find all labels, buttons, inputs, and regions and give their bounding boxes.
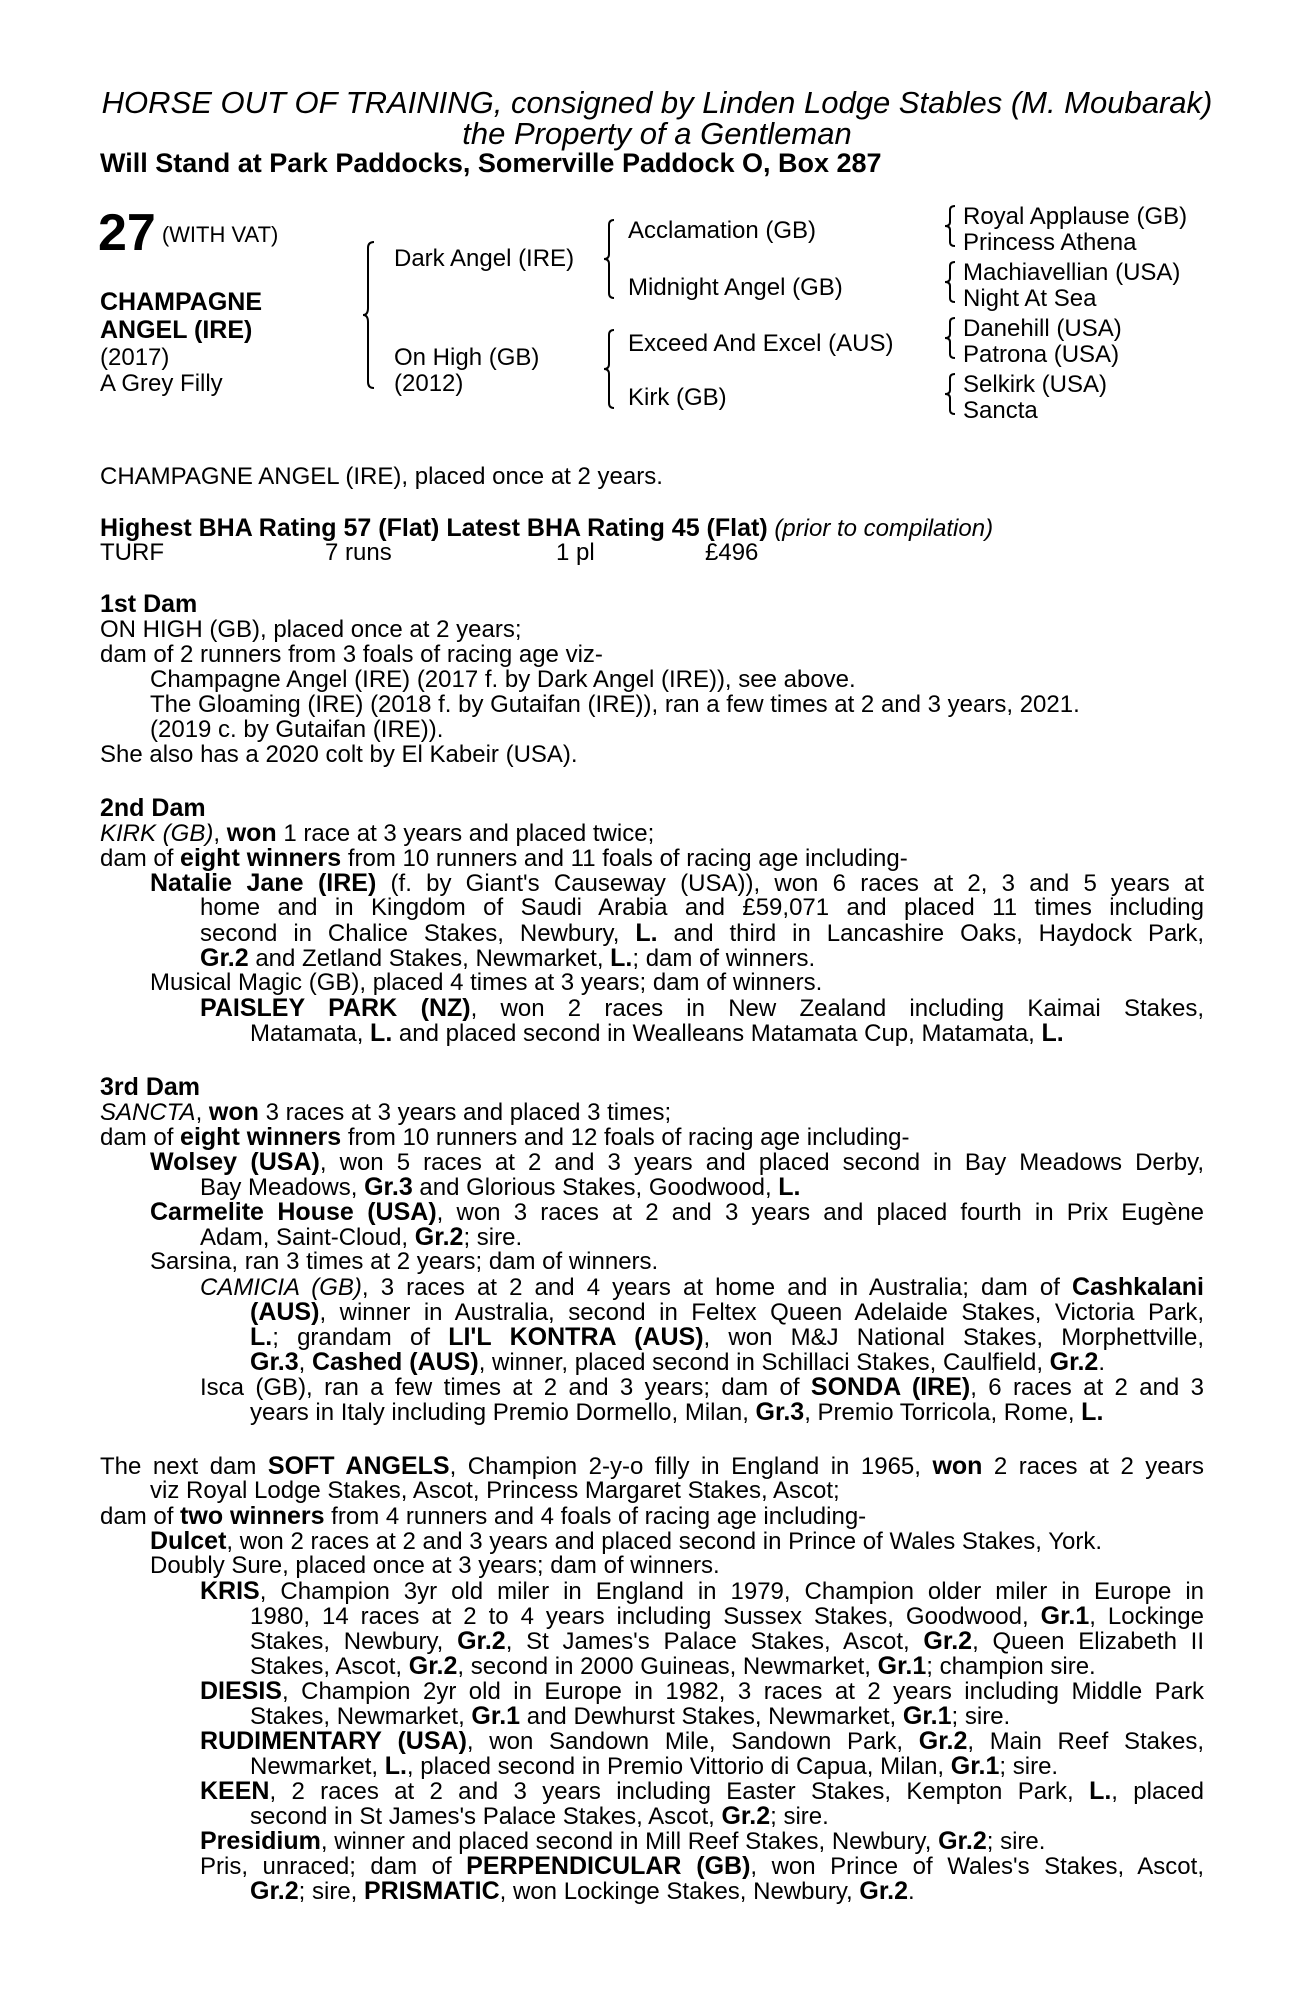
bha-rating: Highest BHA Rating 57 (Flat) Latest BHA Rating 45 (Flat) <box>100 514 768 542</box>
consignment-heading: HORSE OUT OF TRAINING, consigned by Linden Lodge Stables (M. Moubarak) <box>101 85 1213 120</box>
pedigree-brace-g4 <box>943 372 959 416</box>
next-dam-line: Pris, unraced; dam of PERPENDICULAR (GB), won Prince of Wales's Stakes, Ascot, <box>200 1852 1204 1880</box>
next-dam-line: Dulcet, won 2 races at 2 and 3 years and placed second in Prince of Wales Stakes, York. <box>150 1527 1103 1555</box>
pedigree-brace-g3 <box>943 316 959 360</box>
first-dam-line: The Gloaming (IRE) (2018 f. by Gutaifan (IRE)), ran a few times at 2 and 3 years, 2021. <box>150 691 1080 718</box>
second-dam-line: KIRK (GB), won 1 race at 3 years and placed twice; <box>100 819 655 847</box>
horse-name-line1: CHAMPAGNE <box>100 288 263 316</box>
location-heading: Will Stand at Park Paddocks, Somerville Paddock O, Box 287 <box>100 148 882 178</box>
second-dam-line: dam of eight winners from 10 runners and 11 foals of racing age including- <box>100 844 908 872</box>
next-dam-line: dam of two winners from 4 runners and 4 foals of racing age including- <box>100 1502 867 1530</box>
pedigree-g6: Patrona (USA) <box>963 341 1120 368</box>
second-dam-line: Matamata, L. and placed second in Wealleans Matamata Cup, Matamata, L. <box>250 1019 1064 1047</box>
third-dam-line: CAMICIA (GB), 3 races at 2 and 4 years at home and in Australia; dam of Cashkalani <box>200 1273 1205 1301</box>
second-dam-line: second in Chalice Stakes, Newbury, L. and third in Lancashire Oaks, Haydock Park, <box>200 919 1205 947</box>
pedigree-sire-dam: Midnight Angel (GB) <box>628 274 843 301</box>
next-dam-line: Newmarket, L., placed second in Premio Vittorio di Capua, Milan, Gr.1; sire. <box>250 1752 1059 1780</box>
second-dam-title: 2nd Dam <box>100 794 206 822</box>
third-dam-line: Wolsey (USA), won 5 races at 2 and 3 years and placed second in Bay Meadows Derby, <box>150 1148 1205 1176</box>
pedigree-dam: On High (GB) <box>394 344 540 371</box>
next-dam-line: The next dam SOFT ANGELS, Champion 2-y-o filly in England in 1965, won 2 races at 2 years <box>100 1452 1204 1480</box>
third-dam-line: SANCTA, won 3 races at 3 years and placed 3 times; <box>100 1098 672 1126</box>
next-dam-line: 1980, 14 races at 2 to 4 years including Sussex Stakes, Goodwood, Gr.1, Lockinge <box>250 1602 1204 1630</box>
first-dam-title: 1st Dam <box>100 590 198 618</box>
first-dam-line: (2019 c. by Gutaifan (IRE)). <box>150 716 444 743</box>
runs: 7 runs <box>325 539 392 566</box>
next-dam-line: second in St James's Palace Stakes, Ascot, Gr.2; sire. <box>250 1802 829 1830</box>
third-dam-line: Bay Meadows, Gr.3 and Glorious Stakes, Goodwood, L. <box>200 1173 801 1201</box>
second-dam-line: Natalie Jane (IRE) (f. by Giant's Causeway (USA)), won 6 races at 2, 3 and 5 years at <box>150 869 1204 897</box>
next-dam-line: Gr.2; sire, PRISMATIC, won Lockinge Stakes, Newbury, Gr.2. <box>250 1877 915 1905</box>
pedigree-g3: Machiavellian (USA) <box>963 259 1181 286</box>
pedigree-dam-sire: Exceed And Excel (AUS) <box>628 330 894 357</box>
pedigree-brace-g2 <box>943 260 959 304</box>
first-dam-line: Champagne Angel (IRE) (2017 f. by Dark Angel (IRE)), see above. <box>150 666 856 693</box>
second-dam-line: Musical Magic (GB), placed 4 times at 3 years; dam of winners. <box>150 969 823 996</box>
first-dam-line: She also has a 2020 colt by El Kabeir (USA). <box>100 741 578 768</box>
next-dam-line: RUDIMENTARY (USA), won Sandown Mile, Sandown Park, Gr.2, Main Reef Stakes, <box>200 1727 1204 1755</box>
lot-number-block <box>98 205 278 261</box>
pedigree-brace-dam <box>602 328 618 410</box>
placings: 1 pl <box>556 539 595 566</box>
third-dam-line: years in Italy including Premio Dormello, Milan, Gr.3, Premio Torricola, Rome, L. <box>250 1398 1104 1426</box>
race-summary: CHAMPAGNE ANGEL (IRE), placed once at 2 years. <box>100 463 663 490</box>
next-dam-line: KRIS, Champion 3yr old miler in England in 1979, Champion older miler in Europe in <box>200 1577 1204 1605</box>
next-dam-line: viz Royal Lodge Stakes, Ascot, Princess Margaret Stakes, Ascot; <box>150 1477 840 1504</box>
bha-rating-line <box>100 514 993 543</box>
third-dam-line: Isca (GB), ran a few times at 2 and 3 years; dam of SONDA (IRE), 6 races at 2 and 3 <box>200 1373 1204 1401</box>
earnings: £496 <box>705 539 759 566</box>
pedigree-sire-sire: Acclamation (GB) <box>628 217 817 244</box>
next-dam-line: DIESIS, Champion 2yr old in Europe in 1982, 3 races at 2 years including Middle Park <box>200 1677 1204 1705</box>
first-dam-line: dam of 2 runners from 3 foals of racing age viz- <box>100 641 603 668</box>
pedigree-sire: Dark Angel (IRE) <box>394 245 575 272</box>
third-dam-line: (AUS), winner in Australia, second in Feltex Queen Adelaide Stakes, Victoria Park, <box>250 1298 1204 1326</box>
next-dam-line: Presidium, winner and placed second in Mill Reef Stakes, Newbury, Gr.2; sire. <box>200 1827 1046 1855</box>
third-dam-title: 3rd Dam <box>100 1073 201 1101</box>
pedigree-g1: Royal Applause (GB) <box>963 203 1188 230</box>
third-dam-line: Sarsina, ran 3 times at 2 years; dam of winners. <box>150 1248 659 1275</box>
third-dam-line: Gr.3, Cashed (AUS), winner, placed second in Schillaci Stakes, Caulfield, Gr.2. <box>250 1348 1105 1376</box>
rating-note: (prior to compilation) <box>774 515 994 542</box>
next-dam-line: Stakes, Ascot, Gr.2, second in 2000 Guineas, Newmarket, Gr.1; champion sire. <box>250 1652 1096 1680</box>
pedigree-g8: Sancta <box>963 397 1038 424</box>
second-dam-line: PAISLEY PARK (NZ), won 2 races in New Zealand including Kaimai Stakes, <box>200 994 1204 1022</box>
pedigree-dam-dam: Kirk (GB) <box>628 384 727 411</box>
first-dam-line: ON HIGH (GB), placed once at 2 years; <box>100 616 522 643</box>
horse-description: A Grey Filly <box>100 370 223 397</box>
lot-number: 27 <box>98 204 156 262</box>
pedigree-g7: Selkirk (USA) <box>963 371 1108 398</box>
next-dam-line: Stakes, Newbury, Gr.2, St James's Palace Stakes, Ascot, Gr.2, Queen Elizabeth II <box>250 1627 1204 1655</box>
pedigree-dam-year: (2012) <box>394 370 464 397</box>
vat-label: (WITH VAT) <box>161 222 279 247</box>
pedigree-brace-sire <box>602 218 618 300</box>
third-dam-line: L.; grandam of LI'L KONTRA (AUS), won M&J National Stakes, Morphettville, <box>250 1323 1204 1351</box>
horse-name-line2: ANGEL (IRE) <box>100 316 253 344</box>
next-dam-line: Doubly Sure, placed once at 3 years; dam of winners. <box>150 1552 720 1579</box>
pedigree-g4: Night At Sea <box>963 285 1097 312</box>
property-heading: the Property of a Gentleman <box>462 116 852 151</box>
second-dam-line: home and in Kingdom of Saudi Arabia and £59,071 and placed 11 times including <box>200 894 1204 921</box>
third-dam-line: Adam, Saint-Cloud, Gr.2; sire. <box>200 1223 523 1251</box>
pedigree-g2: Princess Athena <box>963 229 1137 256</box>
third-dam-line: Carmelite House (USA), won 3 races at 2 and 3 years and placed fourth in Prix Eugène <box>150 1198 1205 1226</box>
pedigree-brace-g1 <box>943 204 959 248</box>
pedigree-brace-main <box>360 240 380 390</box>
surface: TURF <box>100 539 164 566</box>
foaling-year: (2017) <box>100 344 170 371</box>
next-dam-line: Stakes, Newmarket, Gr.1 and Dewhurst Stakes, Newmarket, Gr.1; sire. <box>250 1702 1011 1730</box>
third-dam-line: dam of eight winners from 10 runners and 12 foals of racing age including- <box>100 1123 910 1151</box>
pedigree-g5: Danehill (USA) <box>963 315 1122 342</box>
second-dam-line: Gr.2 and Zetland Stakes, Newmarket, L.; dam of winners. <box>200 944 816 972</box>
next-dam-line: KEEN, 2 races at 2 and 3 years including Easter Stakes, Kempton Park, L., placed <box>200 1777 1204 1805</box>
